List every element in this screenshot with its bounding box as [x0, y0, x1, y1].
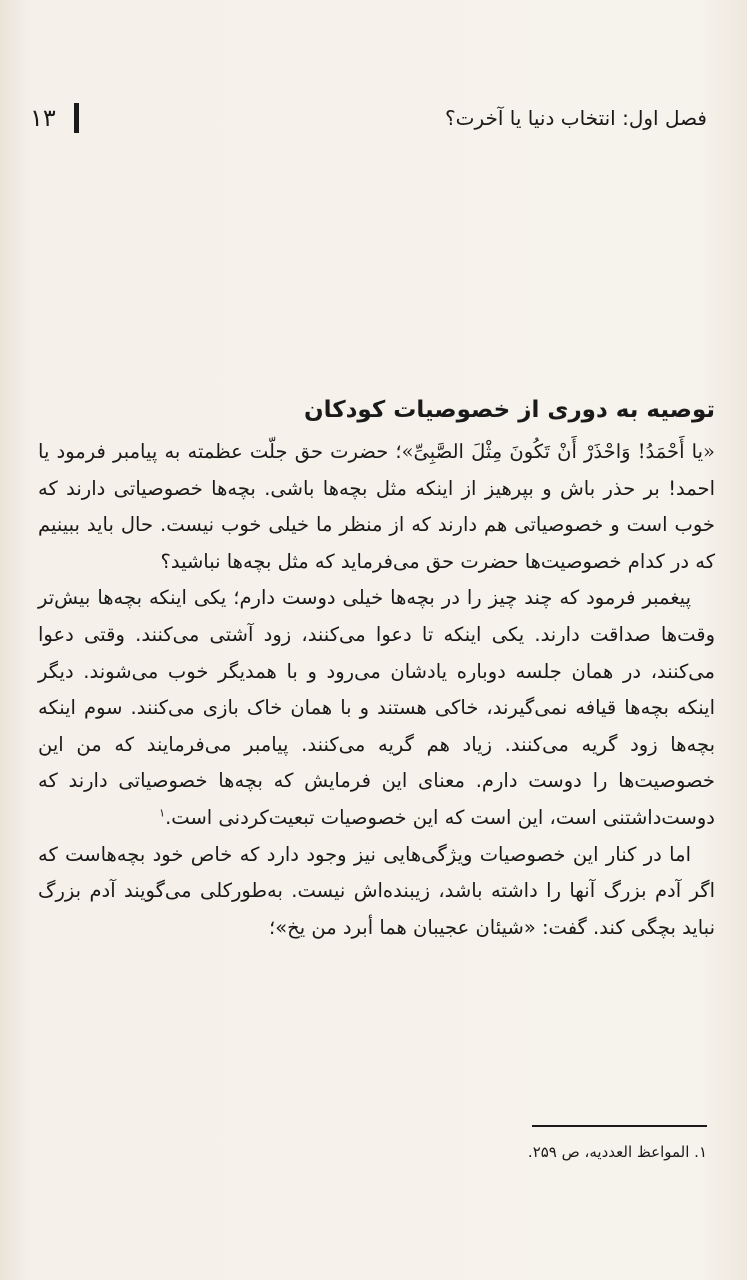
footnote-divider	[532, 1125, 707, 1127]
paragraph-3	[38, 837, 715, 947]
page-number-group	[30, 103, 79, 133]
footnote-reference[interactable]: ۱	[159, 806, 166, 820]
footnote: ۱. المواعظ العددیه، ص ۲۵۹.	[527, 1143, 707, 1161]
paragraph-1-text: ؛ حضرت حق جلّت عظمته به پیامبر فرمود یا احمد! بر حذر باش و بپرهیز از اینکه مثل بچه‌ها باشی. بچه‌ها خصوصیاتی دارند که خوب است و خصوصیاتی هم دارند که از منظر ما خیلی خوب نیست. حال باید ببینیم که در کدام خصوصیت‌ها حضرت حق می‌فرماید که مثل بچه‌ها نباشید؟	[38, 440, 715, 573]
paragraph-2	[38, 580, 715, 836]
paragraph-1	[38, 434, 715, 580]
section-heading: توصیه به دوری از خصوصیات کودکان	[303, 397, 715, 423]
chapter-title: فصل اول: انتخاب دنیا یا آخرت؟	[445, 106, 707, 130]
page-number: ۱۳	[30, 104, 56, 132]
running-head	[30, 98, 707, 138]
header-divider	[74, 103, 79, 133]
paragraph-3-text: اما در کنار این خصوصیات ویژگی‌هایی نیز وجود دارد که خاص خود بچه‌هاست که اگر آدم بزرگ آنها را داشته باشد، زیبنده‌اش نیست. به‌طورکلی می‌گویند آدم بزرگ نباید بچگی کند. گفت: «شیئان عجیبان هما أبرد من یخ»؛	[38, 842, 715, 939]
main-text	[38, 390, 715, 946]
paragraph-2-text: پیغمبر فرمود که چند چیز را در بچه‌ها خیلی دوست دارم؛ یکی اینکه بچه‌ها بیش‌تر وقت‌ها صداقت دارند. یکی اینکه تا دعوا می‌کنند، زود آشتی می‌کنند. وقتی دعوا می‌کنند، در همان جلسه دوباره یادشان می‌رود و با همدیگر خوب می‌شوند. دیگر اینکه بچه‌ها قیافه نمی‌گیرند، خاکی هستند و با همان خاک بازی می‌کنند. سوم اینکه بچه‌ها زود گریه می‌کنند. زیاد هم گریه می‌کنند. پیامبر می‌فرمایند که من این خصوصیت‌ها را دوست دارم. معنای این فرمایش که بچه‌ها خصوصیاتی دارند که دوست‌داشتنی است، این است که این خصوصیات تبعیت‌کردنی است.	[38, 586, 715, 829]
hadith-quote: «یا أَحْمَدُ! وَاحْذَرْ أَنْ تَکُونَ مِثْلَ الصَّبِیِّ»	[401, 440, 715, 463]
